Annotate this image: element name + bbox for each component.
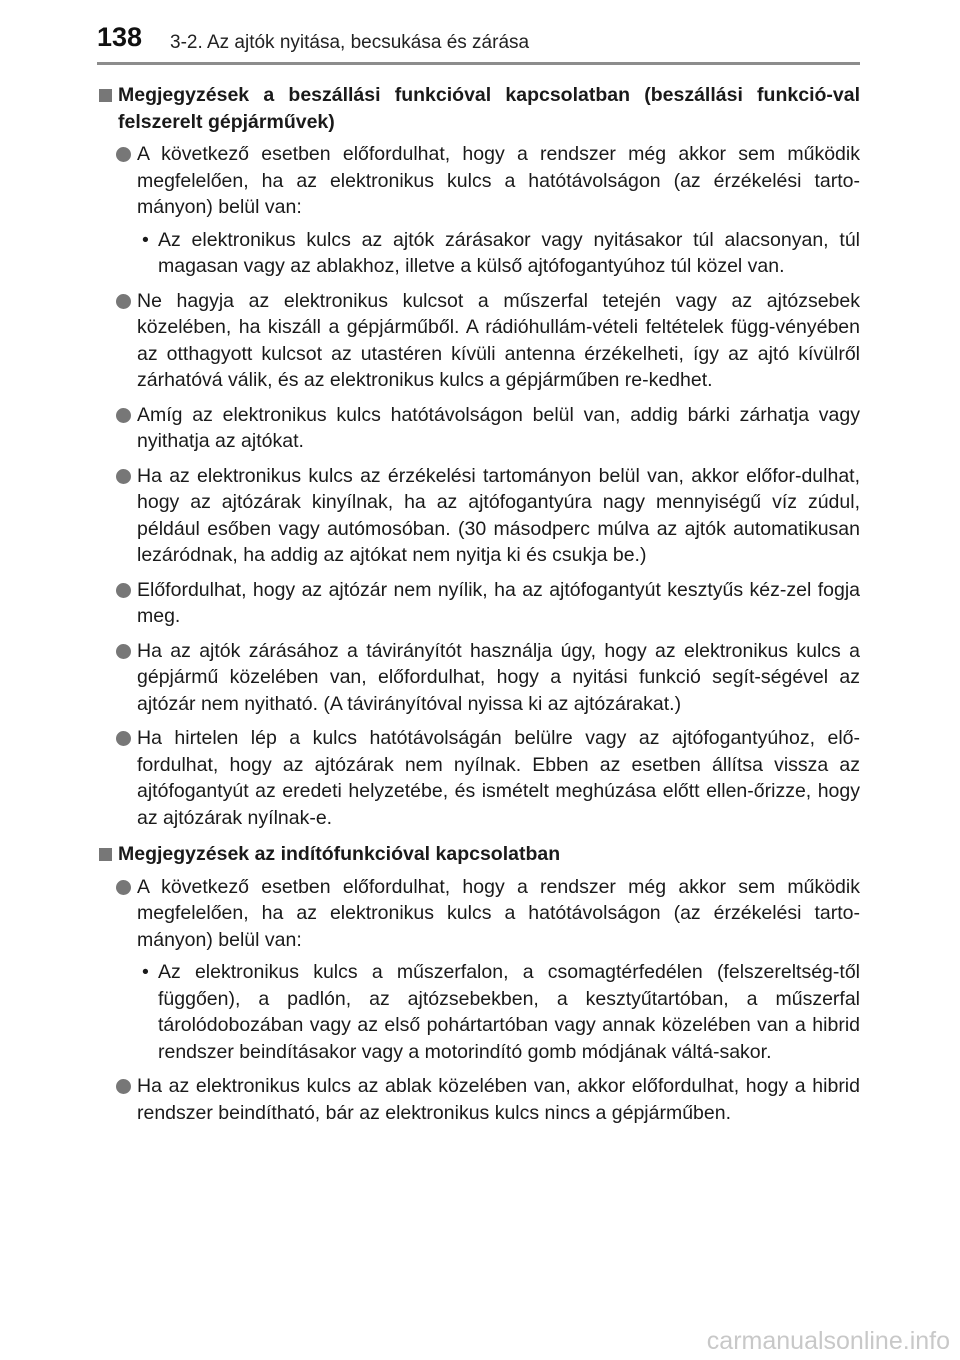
round-bullet-icon <box>116 147 131 162</box>
sub-list-item <box>97 959 860 1065</box>
list-item <box>97 141 860 221</box>
round-bullet-icon <box>116 731 131 746</box>
chapter-title: 3-2. Az ajtók nyitása, becsukása és zárása <box>170 32 530 53</box>
list-item <box>97 1073 860 1126</box>
round-bullet-icon <box>116 880 131 895</box>
list-item-text: Ne hagyja az elektronikus kulcsot a műszerfal tetején vagy az ajtózsebek közelében, ha kiszáll a gépjárműből. A rádióhullám-vételi feltételek függ-vényében az otthagyott kulcsot az utastéren kívüli antenna érzékelheti, így az ajtó kívülről zárhatóvá válik, és az elektronikus kulcs a gépjárműben re-kedhet. <box>137 289 860 391</box>
list-item-text: Ha az elektronikus kulcs az érzékelési tartományon belül van, akkor előfor-dulhat, hogy az ajtózárak kinyílnak, ha az ajtófogantyúra nagy mennyiségű víz zúdul, például esőben vagy autómosóban. (30 másodperc múlva az ajtók automatikusan lezáródnak, ha addig az ajtókat nem nyitja ki és csukja be.) <box>137 464 860 566</box>
list-item <box>97 577 860 630</box>
round-bullet-icon <box>116 469 131 484</box>
list-item-text: A következő esetben előfordulhat, hogy a rendszer még akkor sem működik megfelelően, ha az elektronikus kulcs a hatótávolságon (az érzékelési tarto-mányon) belül van: <box>137 875 860 951</box>
list-item-text: Ha hirtelen lép a kulcs hatótávolságán belülre vagy az ajtófogantyúhoz, elő-fordulhat, hogy az ajtózárak nem nyílnak. Ebben az esetben állítsa vissza az ajtófogantyút az eredeti helyzetébe, és ismételt meghúzása előtt ellen-őrizze, hogy az ajtózárak nyílnak-e. <box>137 727 860 829</box>
section-heading-text: Megjegyzések az indítófunkcióval kapcsolatban <box>118 843 561 865</box>
round-bullet-icon <box>116 644 131 659</box>
round-bullet-icon <box>116 408 131 423</box>
list-item-text: Amíg az elektronikus kulcs hatótávolságon belül van, addig bárki zárhatja vagy nyithatja az ajtókat. <box>137 403 860 452</box>
round-bullet-icon <box>116 294 131 309</box>
header-divider <box>97 62 860 65</box>
section-heading <box>97 841 860 868</box>
square-bullet-icon <box>99 89 112 102</box>
list-item <box>97 402 860 455</box>
list-item <box>97 874 860 954</box>
small-bullet-icon: • <box>142 961 149 983</box>
page-content <box>97 82 860 1134</box>
round-bullet-icon <box>116 1079 131 1094</box>
small-bullet-icon: • <box>142 228 149 251</box>
sub-list-item <box>97 227 860 280</box>
list-item-text: A következő esetben előfordulhat, hogy a rendszer még akkor sem működik megfelelően, ha az elektronikus kulcs a hatótávolságon (az érzékelési tarto-mányon) belül van: <box>137 143 860 218</box>
section-heading <box>97 82 860 135</box>
sub-list-item-text: Az elektronikus kulcs a műszerfalon, a csomagtérfedélen (felszereltség-től függően), a padlón, az ajtózsebekben, a kesztyűtartóban, a műszerfal tárolódobozában vagy az első pohártartóban vagy annak közelében van a hibrid rendszer beindításakor vagy a motorindító gomb módjának váltá-sakor. <box>158 961 860 1063</box>
section-heading-text: Megjegyzések a beszállási funkcióval kapcsolatban (beszállási funkció-val felszerelt gépjárművek) <box>118 84 860 133</box>
list-item <box>97 725 860 831</box>
page-header <box>0 0 960 64</box>
list-item-text: Ha az elektronikus kulcs az ablak közelében van, akkor előfordulhat, hogy a hibrid rendszer beindítható, bár az elektronikus kulcs nincs a gépjárműben. <box>137 1075 860 1124</box>
sub-list-item-text: Az elektronikus kulcs az ajtók zárásakor vagy nyitásakor túl alacsonyan, túl magasan vagy az ablakhoz, illetve a külső ajtófogantyúhoz túl közel van. <box>158 228 860 277</box>
round-bullet-icon <box>116 583 131 598</box>
list-item-text: Ha az ajtók zárásához a távirányítót használja úgy, hogy az elektronikus kulcs a gépjármű közelében van, előfordulhat, hogy a nyitási funkció segít-ségével az ajtózár nem nyitható. (A távirányítóval nyissa ki az ajtózárakat.) <box>137 639 860 715</box>
watermark: carmanualsonline.info <box>706 1327 950 1355</box>
list-item-text: Előfordulhat, hogy az ajtózár nem nyílik, ha az ajtófogantyút kesztyűs kéz-zel fogja meg. <box>137 578 860 627</box>
square-bullet-icon <box>99 848 112 861</box>
list-item <box>97 463 860 569</box>
list-item <box>97 288 860 394</box>
page-number: 138 <box>97 22 143 52</box>
list-item <box>97 638 860 718</box>
